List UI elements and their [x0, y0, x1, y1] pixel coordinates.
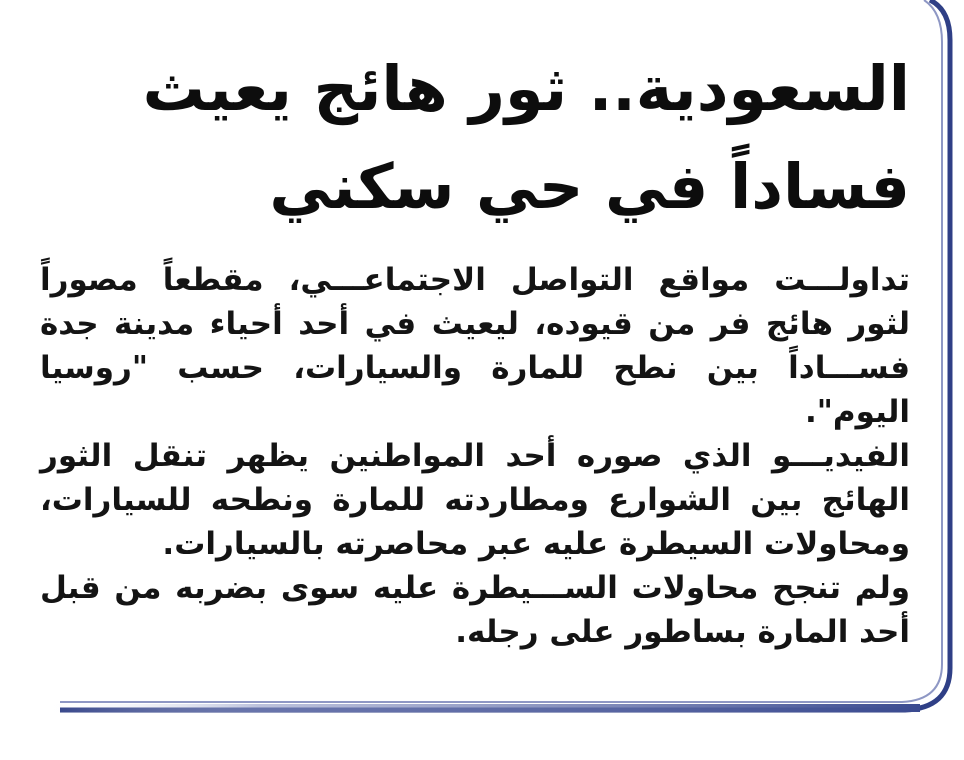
article-paragraph-1: تداولـــت مواقع التواصل الاجتماعـــي، مقطعاً مصوراً لثور هائج فر من قيوده، ليعيث في أحد أحياء مدينة جدة فســـاداً بين نطح للمارة والسيارات، حسب "روسيا اليوم".: [40, 262, 910, 430]
article-headline: السعودية.. ثور هائج يعيث فساداً في حي سكني: [142, 52, 910, 223]
article-paragraph-3: ولم تنجح محاولات الســـيطرة عليه سوى بضربه من قبل أحد المارة بساطور على رجله.: [40, 570, 910, 650]
article-body: [40, 258, 910, 654]
article-paragraph-2: الفيديـــو الذي صوره أحد المواطنين يظهر تنقل الثور الهائج بين الشوارع ومطاردته للمارة ونطحه للسيارات، ومحاولات السيطرة عليه عبر محاصرته بالسيارات.: [40, 438, 910, 562]
article: [40, 40, 910, 654]
